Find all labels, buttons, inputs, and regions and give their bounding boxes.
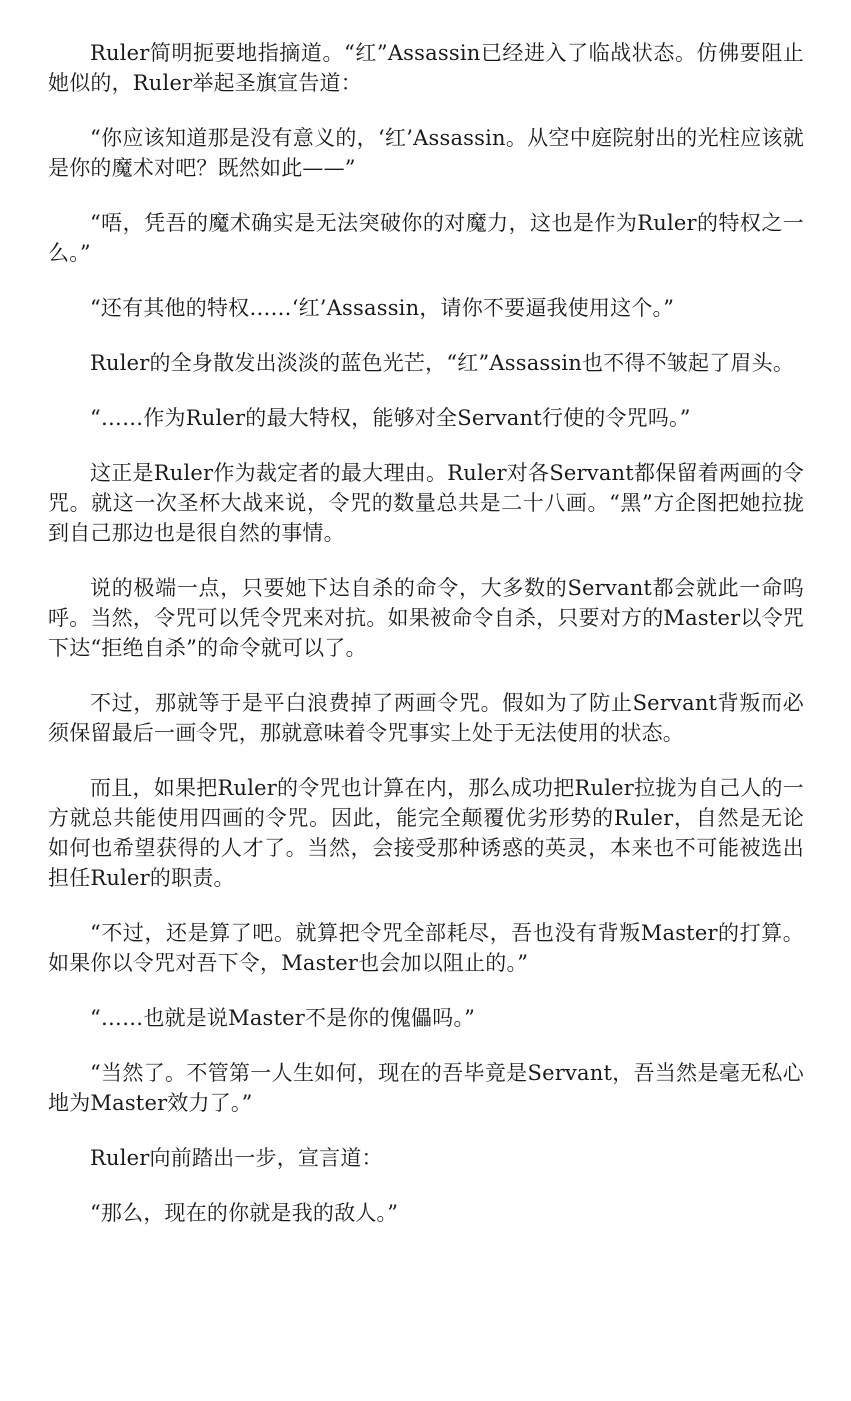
paragraph: “……作为Ruler的最大特权，能够对全Servant行使的令咒吗。” (90, 406, 691, 430)
paragraph: Ruler向前踏出一步，宣言道： (90, 1146, 383, 1170)
paragraph: “……也就是说Master不是你的傀儡吗。” (90, 1006, 476, 1030)
paragraph: 这正是Ruler作为裁定者的最大理由。Ruler对各Servant都保留着两画的令咒。就这一次圣杯大战来说，令咒的数量总共是二十八画。“黑”方企图把她拉拢到自己那边也是很自然的事情。 (48, 461, 804, 545)
paragraph: “不过，还是算了吧。就算把令咒全部耗尽，吾也没有背叛Master的打算。如果你以令咒对吾下令，Master也会加以阻止的。” (48, 921, 804, 975)
paragraph: Ruler简明扼要地指摘道。“红”Assassin已经进入了临战状态。仿佛要阻止她似的，Ruler举起圣旗宣告道： (48, 41, 804, 95)
paragraph: “你应该知道那是没有意义的，‘红’Assassin。从空中庭院射出的光柱应该就是你的魔术对吧？既然如此——” (48, 126, 804, 180)
paragraph: 说的极端一点，只要她下达自杀的命令，大多数的Servant都会就此一命呜呼。当然，令咒可以凭令咒来对抗。如果被命令自杀，只要对方的Master以令咒下达“拒绝自杀”的命令就可以了。 (48, 576, 804, 660)
document-body (48, 38, 804, 1253)
paragraph: 不过，那就等于是平白浪费掉了两画令咒。假如为了防止Servant背叛而必须保留最后一画令咒，那就意味着令咒事实上处于无法使用的状态。 (48, 691, 804, 745)
paragraph: “还有其他的特权……‘红’Assassin，请你不要逼我使用这个。” (90, 296, 675, 320)
paragraph: “唔，凭吾的魔术确实是无法突破你的对魔力，这也是作为Ruler的特权之一么。” (48, 211, 804, 265)
paragraph: “那么，现在的你就是我的敌人。” (90, 1201, 399, 1225)
paragraph: “当然了。不管第一人生如何，现在的吾毕竟是Servant，吾当然是毫无私心地为Master效力了。” (48, 1061, 804, 1115)
paragraph: Ruler的全身散发出淡淡的蓝色光芒，“红”Assassin也不得不皱起了眉头。 (90, 351, 795, 375)
paragraph: 而且，如果把Ruler的令咒也计算在内，那么成功把Ruler拉拢为自己人的一方就总共能使用四画的令咒。因此，能完全颠覆优劣形势的Ruler，自然是无论如何也希望获得的人才了。当然，会接受那种诱惑的英灵，本来也不可能被选出担任Ruler的职责。 (48, 776, 804, 890)
